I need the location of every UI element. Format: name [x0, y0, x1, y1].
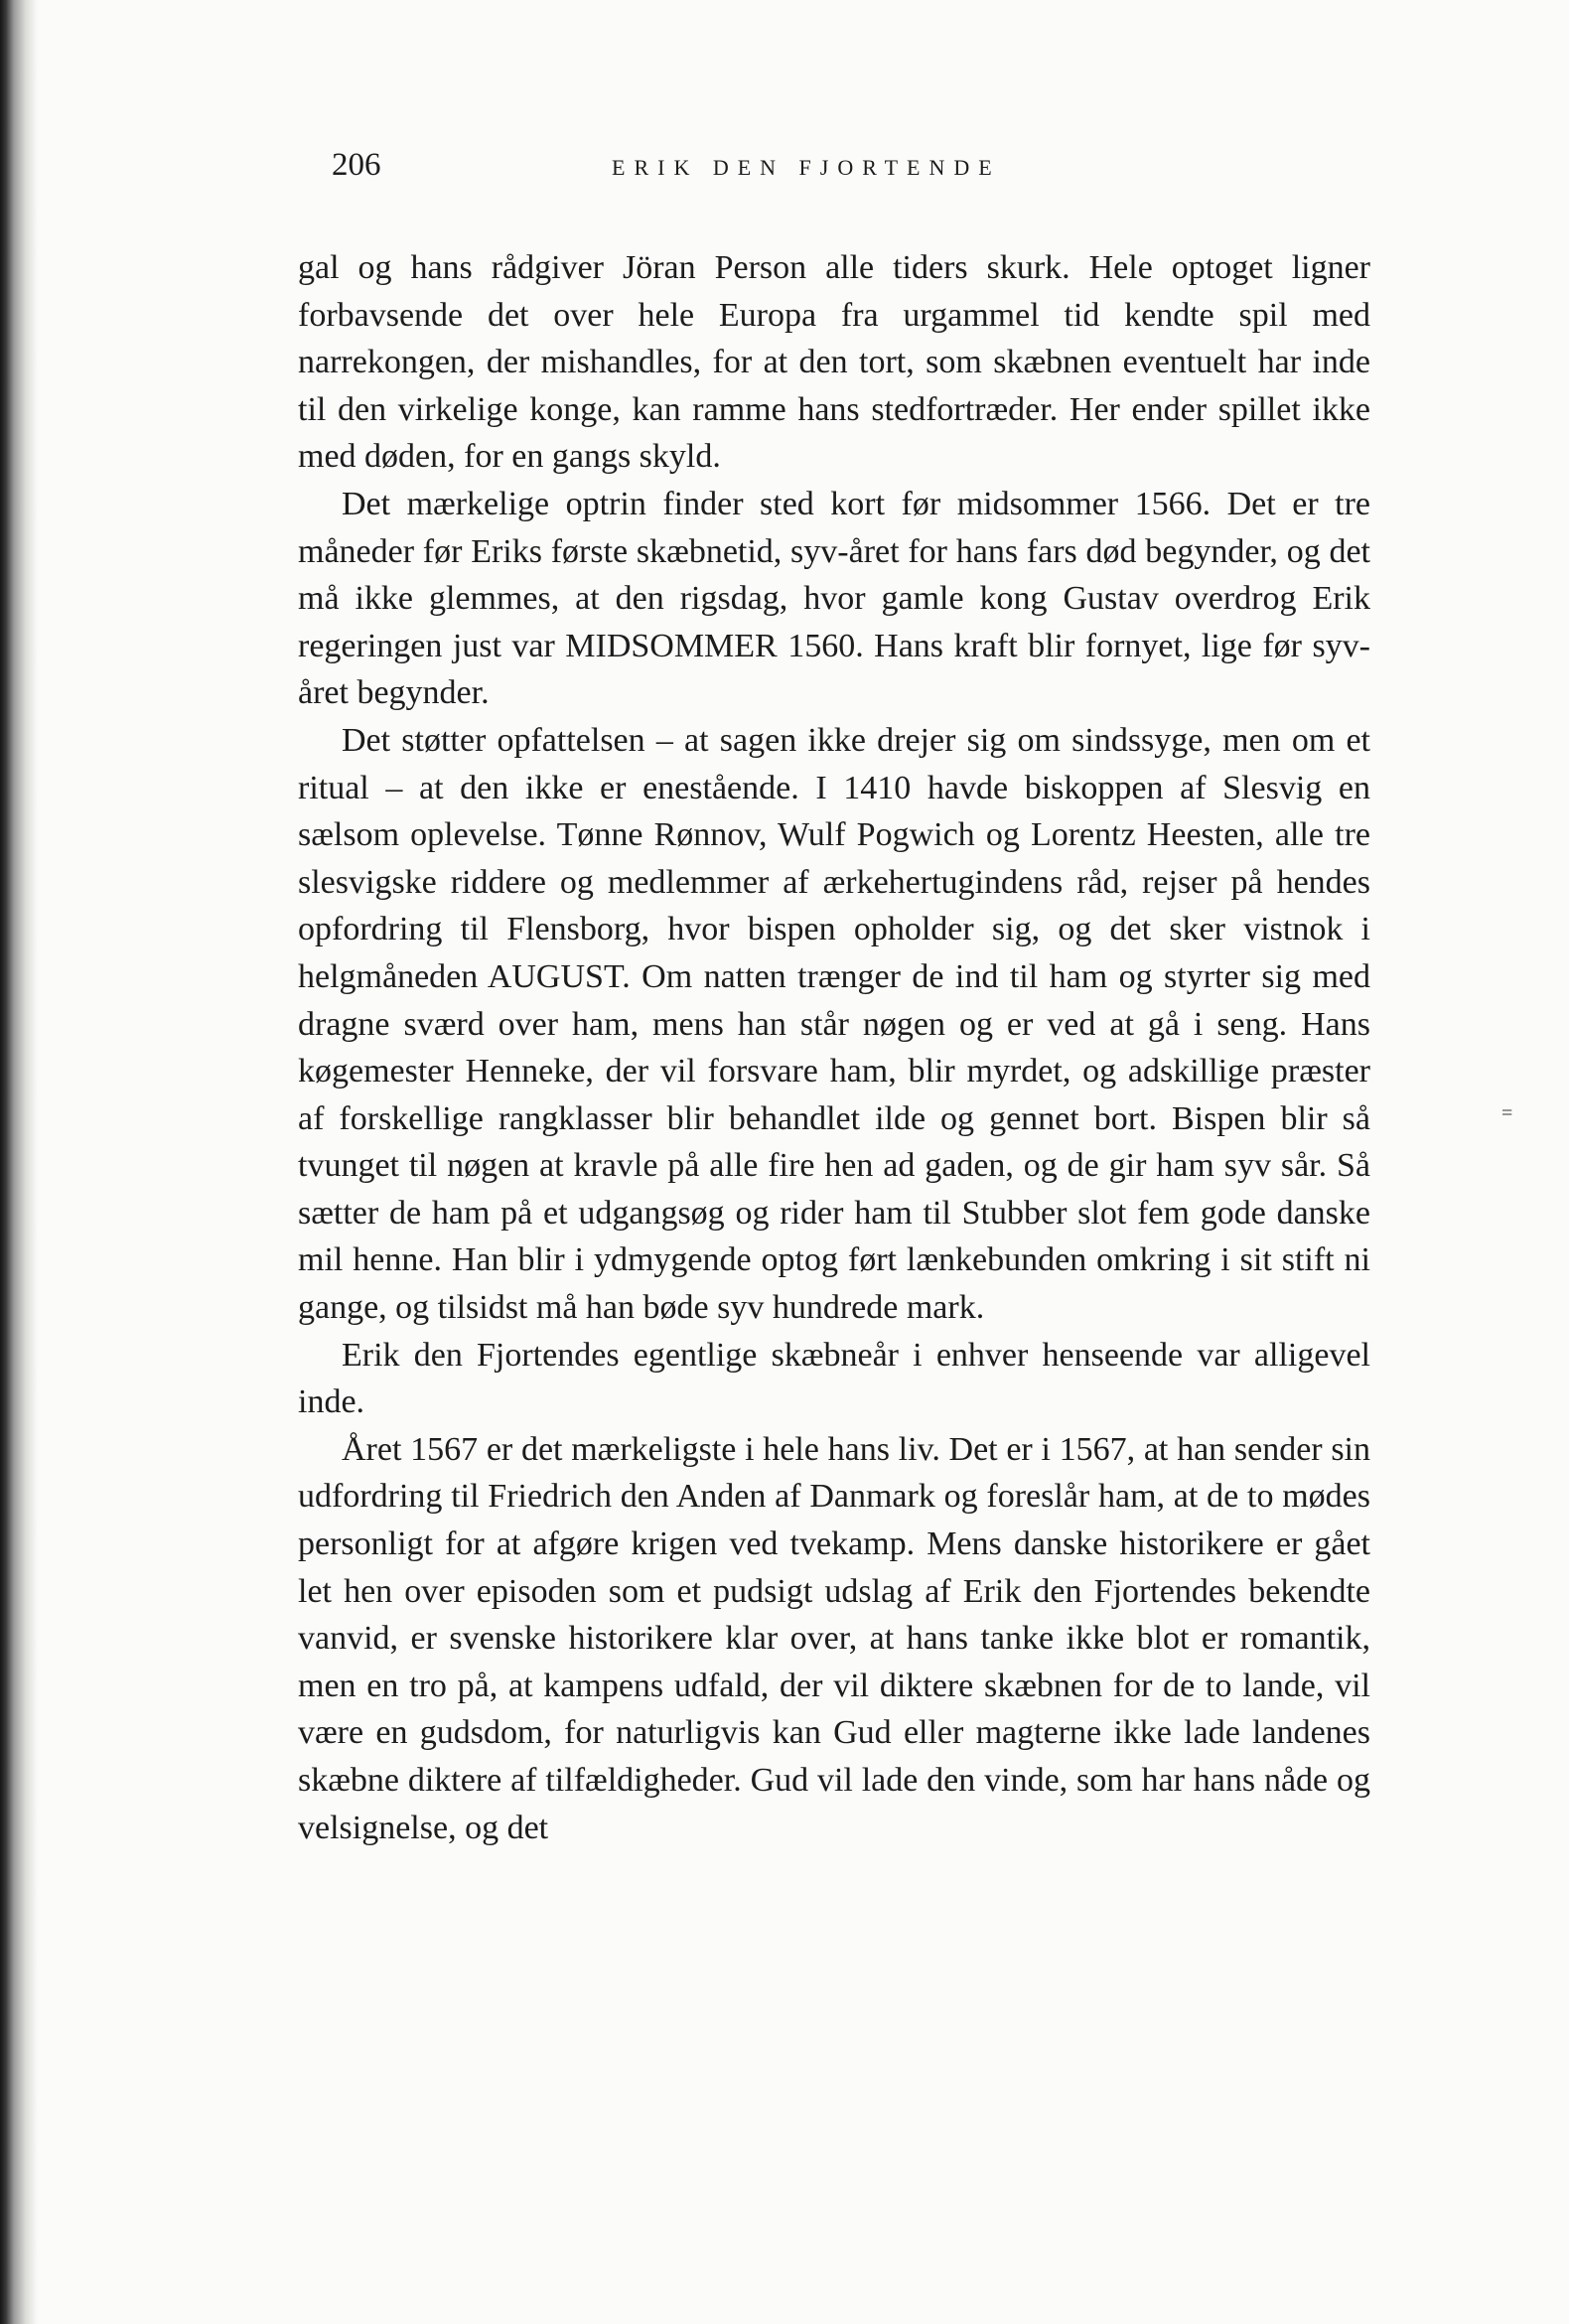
- book-page: [298, 139, 1370, 1851]
- paragraph-1567: Året 1567 er det mærkeligste i hele hans liv. Det er i 1567, at han sender sin udfordring til Friedrich den Anden af Danmark og foreslår ham, at de to mødes personligt for at afgøre krigen ved tvekamp. Mens danske historikere er gået let hen over episoden som et pudsigt udslag af Erik den Fjortendes bekendte vanvid, er svenske historikere klar over, at hans tanke ikke blot er romantik, men en tro på, at kampens udfald, der vil diktere skæbnen for de to lande, vil være en gudsdom, for naturligvis kan Gud eller magterne ikke lade landenes skæbne diktere af tilfældigheder. Gud vil lade den vinde, som har hans nåde og velsignelse, og det: [298, 1430, 1370, 1846]
- running-title: ERIK DEN FJORTENDE: [612, 155, 1001, 180]
- paragraph-ritual: Det støtter opfattelsen – at sagen ikke drejer sig om sindssyge, men om et ritual – at den ikke er enestående. I 1410 havde biskoppen af Slesvig en sælsom oplevelse. Tønne Rønnov, Wulf Pogwich og Lorentz Heesten, alle tre slesvigske riddere og medlemmer af ærkehertugindens råd, rejser på hendes opfordring til Flensborg, hvor bispen opholder sig, og det sker vistnok i helgmåneden AUGUST. Om natten trænger de ind til ham og styrter sig med dragne sværd over ham, mens han står nøgen og er ved at gå i seng. Hans køgemester Henneke, der vil forsvare ham, blir myrdet, og adskillige præster af forskellige rangklasser blir behandlet ilde og gennet bort. Bispen blir så tvunget til nøgen at kravle på alle fire hen ad gaden, og de gir ham syv sår. Så sætter de ham på et udgangsøg og rider ham til Stubber slot fem gode danske mil henne. Han blir i ydmygende optog ført lænkebunden omkring i sit stift ni gange, og tilsidst må han bøde syv hundrede mark.: [298, 721, 1370, 1327]
- page-number: 206: [332, 147, 381, 183]
- scan-binding-edge: [0, 0, 38, 2324]
- body-text: [298, 244, 1370, 1851]
- paragraph-skaebnear: Erik den Fjortendes egentlige skæbneår i enhver henseende var alligevel inde.: [298, 1336, 1370, 1421]
- running-head: [298, 139, 1370, 195]
- paragraph-midsommer: Det mærkelige optrin finder sted kort før midsommer 1566. Det er tre måneder før Eriks første skæbnetid, syv-året for hans fars død begynder, og det må ikke glemmes, at den rigsdag, hvor gamle kong Gustav overdrog Erik regeringen just var MIDSOMMER 1560. Hans kraft blir fornyet, lige før syv-året begynder.: [298, 485, 1370, 712]
- margin-mark: =: [1501, 1102, 1513, 1124]
- paragraph-continuation: gal og hans rådgiver Jöran Person alle tiders skurk. Hele optoget ligner forbavsende det over hele Europa fra urgammel tid kendte spil med narrekongen, der mishandles, for at den tort, som skæbnen eventuelt har inde til den virkelige konge, kan ramme hans stedfortræder. Her ender spillet ikke med døden, for en gangs skyld.: [298, 249, 1370, 476]
